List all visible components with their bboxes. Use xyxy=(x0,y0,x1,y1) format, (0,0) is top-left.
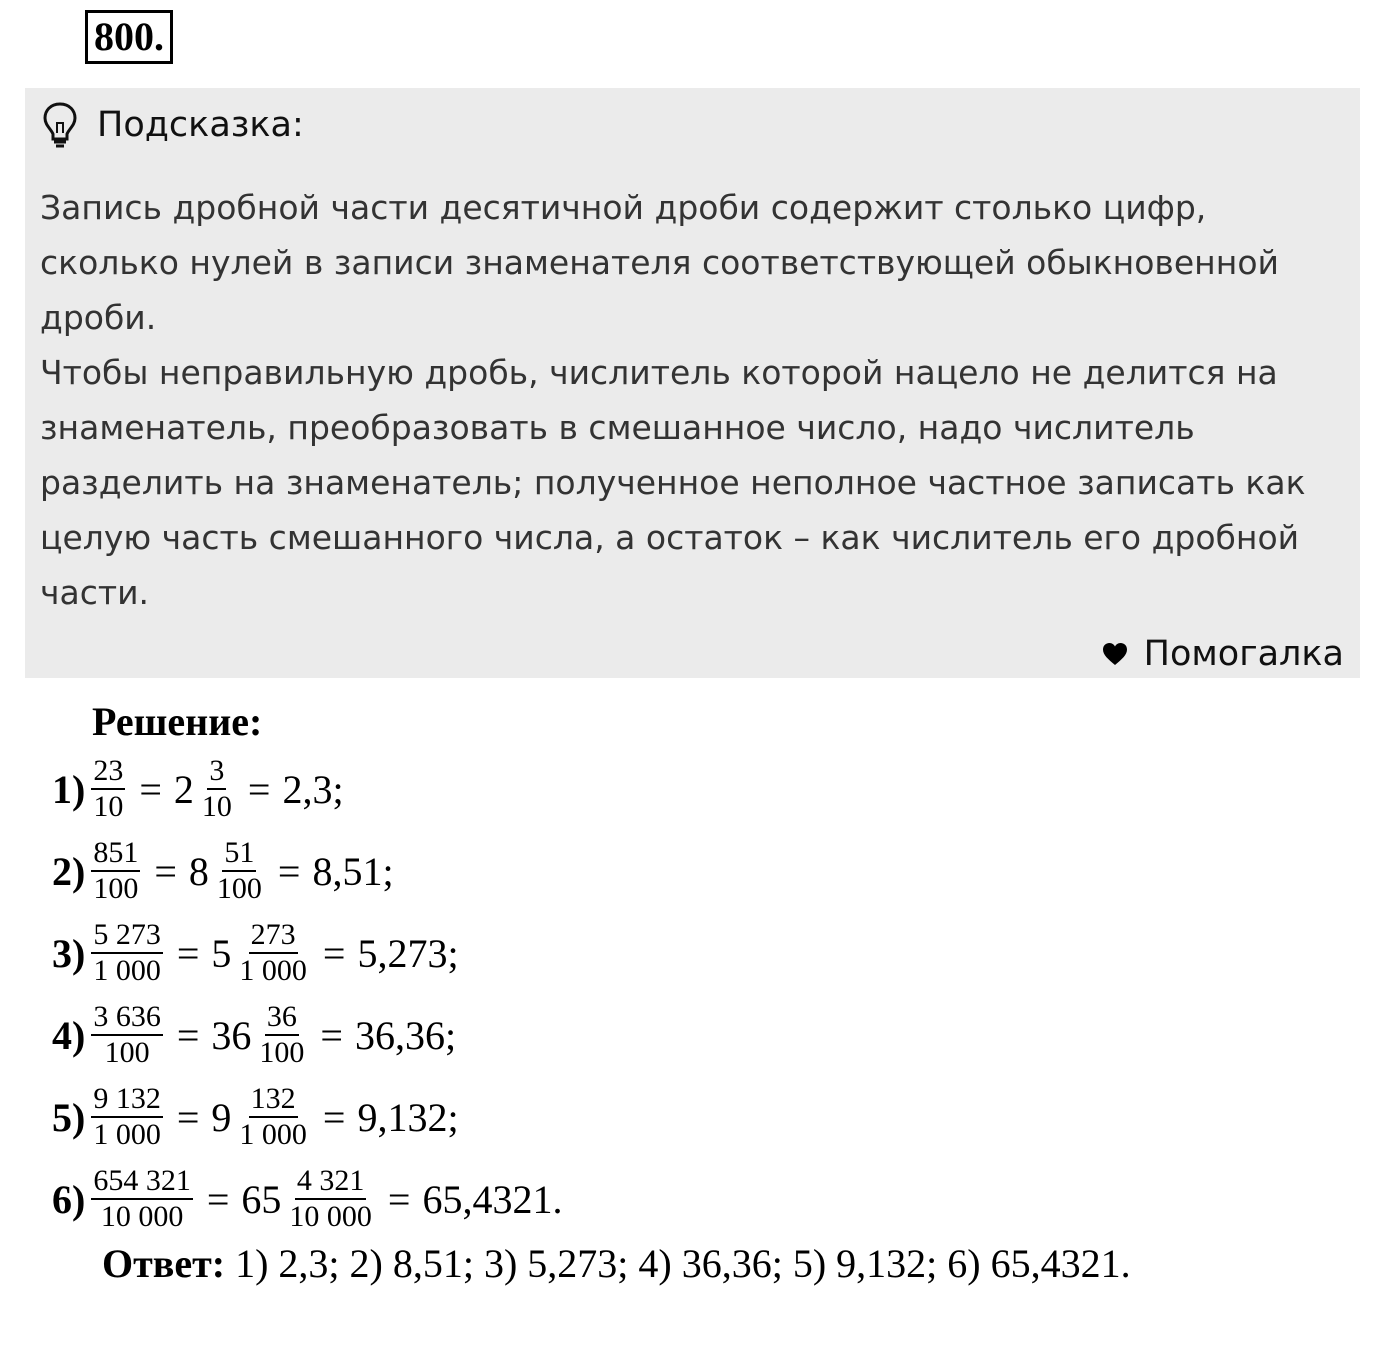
decimal-result: 5,273; xyxy=(357,930,459,976)
denominator: 1 000 xyxy=(239,954,307,987)
hint-box xyxy=(25,88,1360,678)
solution-step xyxy=(52,1158,562,1240)
heart-icon xyxy=(1102,642,1128,666)
equals-sign: = xyxy=(154,848,177,894)
equals-sign: = xyxy=(320,1012,343,1058)
numerator: 5 273 xyxy=(91,918,163,954)
fraction xyxy=(89,918,165,988)
numerator: 9 132 xyxy=(91,1082,163,1118)
solution-step xyxy=(52,748,562,830)
whole-part: 8 xyxy=(188,848,209,894)
hint-paragraph: Чтобы неправильную дробь, числитель которой нацело не делится на знаменатель, преобразовать в смешанное число, надо числитель разделить на знаменатель; полученное неполное частное записать как целую часть смешанного числа, а остаток – как числитель его дробной части. xyxy=(40,353,1306,612)
whole-part: 2 xyxy=(173,766,194,812)
numerator: 851 xyxy=(91,836,140,872)
answer-text: 1) 2,3; 2) 8,51; 3) 5,273; 4) 36,36; 5) 9,132; 6) 65,4321. xyxy=(225,1241,1131,1286)
solution-step xyxy=(52,1076,562,1158)
brand-label xyxy=(1102,634,1344,674)
denominator: 100 xyxy=(259,1036,305,1069)
fraction xyxy=(198,754,236,824)
fraction xyxy=(235,1082,311,1152)
step-label: 4) xyxy=(52,1012,86,1058)
hint-header xyxy=(41,100,304,150)
solution-step xyxy=(52,912,562,994)
task-number: 800. xyxy=(85,10,173,64)
step-label: 5) xyxy=(52,1094,86,1140)
numerator: 654 321 xyxy=(91,1164,193,1200)
equals-sign: = xyxy=(206,1176,230,1222)
decimal-result: 9,132; xyxy=(357,1094,459,1140)
step-label: 6) xyxy=(52,1176,86,1222)
fraction xyxy=(89,754,127,824)
numerator: 51 xyxy=(222,836,256,872)
denominator: 100 xyxy=(216,872,262,905)
denominator: 1 000 xyxy=(239,1118,307,1151)
denominator: 1 000 xyxy=(93,1118,161,1151)
decimal-result: 36,36; xyxy=(354,1012,457,1058)
solution-step xyxy=(52,994,562,1076)
step-label: 1) xyxy=(52,766,86,812)
denominator: 100 xyxy=(104,1036,150,1069)
solution-title: Решение: xyxy=(92,699,263,744)
whole-part: 65 xyxy=(241,1176,282,1222)
fraction xyxy=(255,1000,308,1070)
numerator: 273 xyxy=(249,918,298,954)
hint-title: Подсказка: xyxy=(97,105,304,145)
answer-label: Ответ: xyxy=(102,1241,226,1286)
fraction xyxy=(89,836,142,906)
solution-step xyxy=(52,830,562,912)
equals-sign: = xyxy=(176,1094,200,1140)
denominator: 10 xyxy=(93,790,124,823)
lightbulb-icon xyxy=(41,101,79,149)
numerator: 132 xyxy=(249,1082,298,1118)
fraction xyxy=(213,836,266,906)
numerator: 36 xyxy=(265,1000,299,1036)
denominator: 10 000 xyxy=(289,1200,372,1233)
numerator: 3 xyxy=(207,754,226,790)
decimal-result: 8,51; xyxy=(312,848,394,894)
equals-sign: = xyxy=(387,1176,411,1222)
whole-part: 5 xyxy=(211,930,232,976)
numerator: 23 xyxy=(91,754,125,790)
denominator: 1 000 xyxy=(93,954,161,987)
equals-sign: = xyxy=(277,848,301,894)
denominator: 10 000 xyxy=(100,1200,184,1233)
equals-sign: = xyxy=(176,930,200,976)
fraction xyxy=(89,1164,195,1234)
step-label: 3) xyxy=(52,930,86,976)
denominator: 100 xyxy=(93,872,139,905)
decimal-result: 65,4321. xyxy=(422,1176,563,1222)
brand-text: Помогалка xyxy=(1143,634,1344,674)
numerator: 4 321 xyxy=(295,1164,367,1200)
fraction xyxy=(89,1082,165,1152)
numerator: 3 636 xyxy=(91,1000,163,1036)
solution-steps xyxy=(52,748,562,1240)
equals-sign: = xyxy=(322,930,346,976)
denominator: 10 xyxy=(201,790,232,823)
answer xyxy=(102,1235,1252,1293)
fraction xyxy=(89,1000,165,1070)
fraction xyxy=(235,918,311,988)
equals-sign: = xyxy=(176,1012,200,1058)
equals-sign: = xyxy=(139,766,162,812)
equals-sign: = xyxy=(247,766,271,812)
hint-text xyxy=(40,180,1355,620)
whole-part: 36 xyxy=(211,1012,252,1058)
hint-paragraph: Запись дробной части десятичной дроби содержит столько цифр, сколько нулей в записи знаменателя соответствующей обыкновенной дроби. xyxy=(40,188,1279,337)
fraction xyxy=(285,1164,376,1234)
decimal-result: 2,3; xyxy=(282,766,344,812)
step-label: 2) xyxy=(52,848,86,894)
whole-part: 9 xyxy=(211,1094,232,1140)
equals-sign: = xyxy=(322,1094,346,1140)
